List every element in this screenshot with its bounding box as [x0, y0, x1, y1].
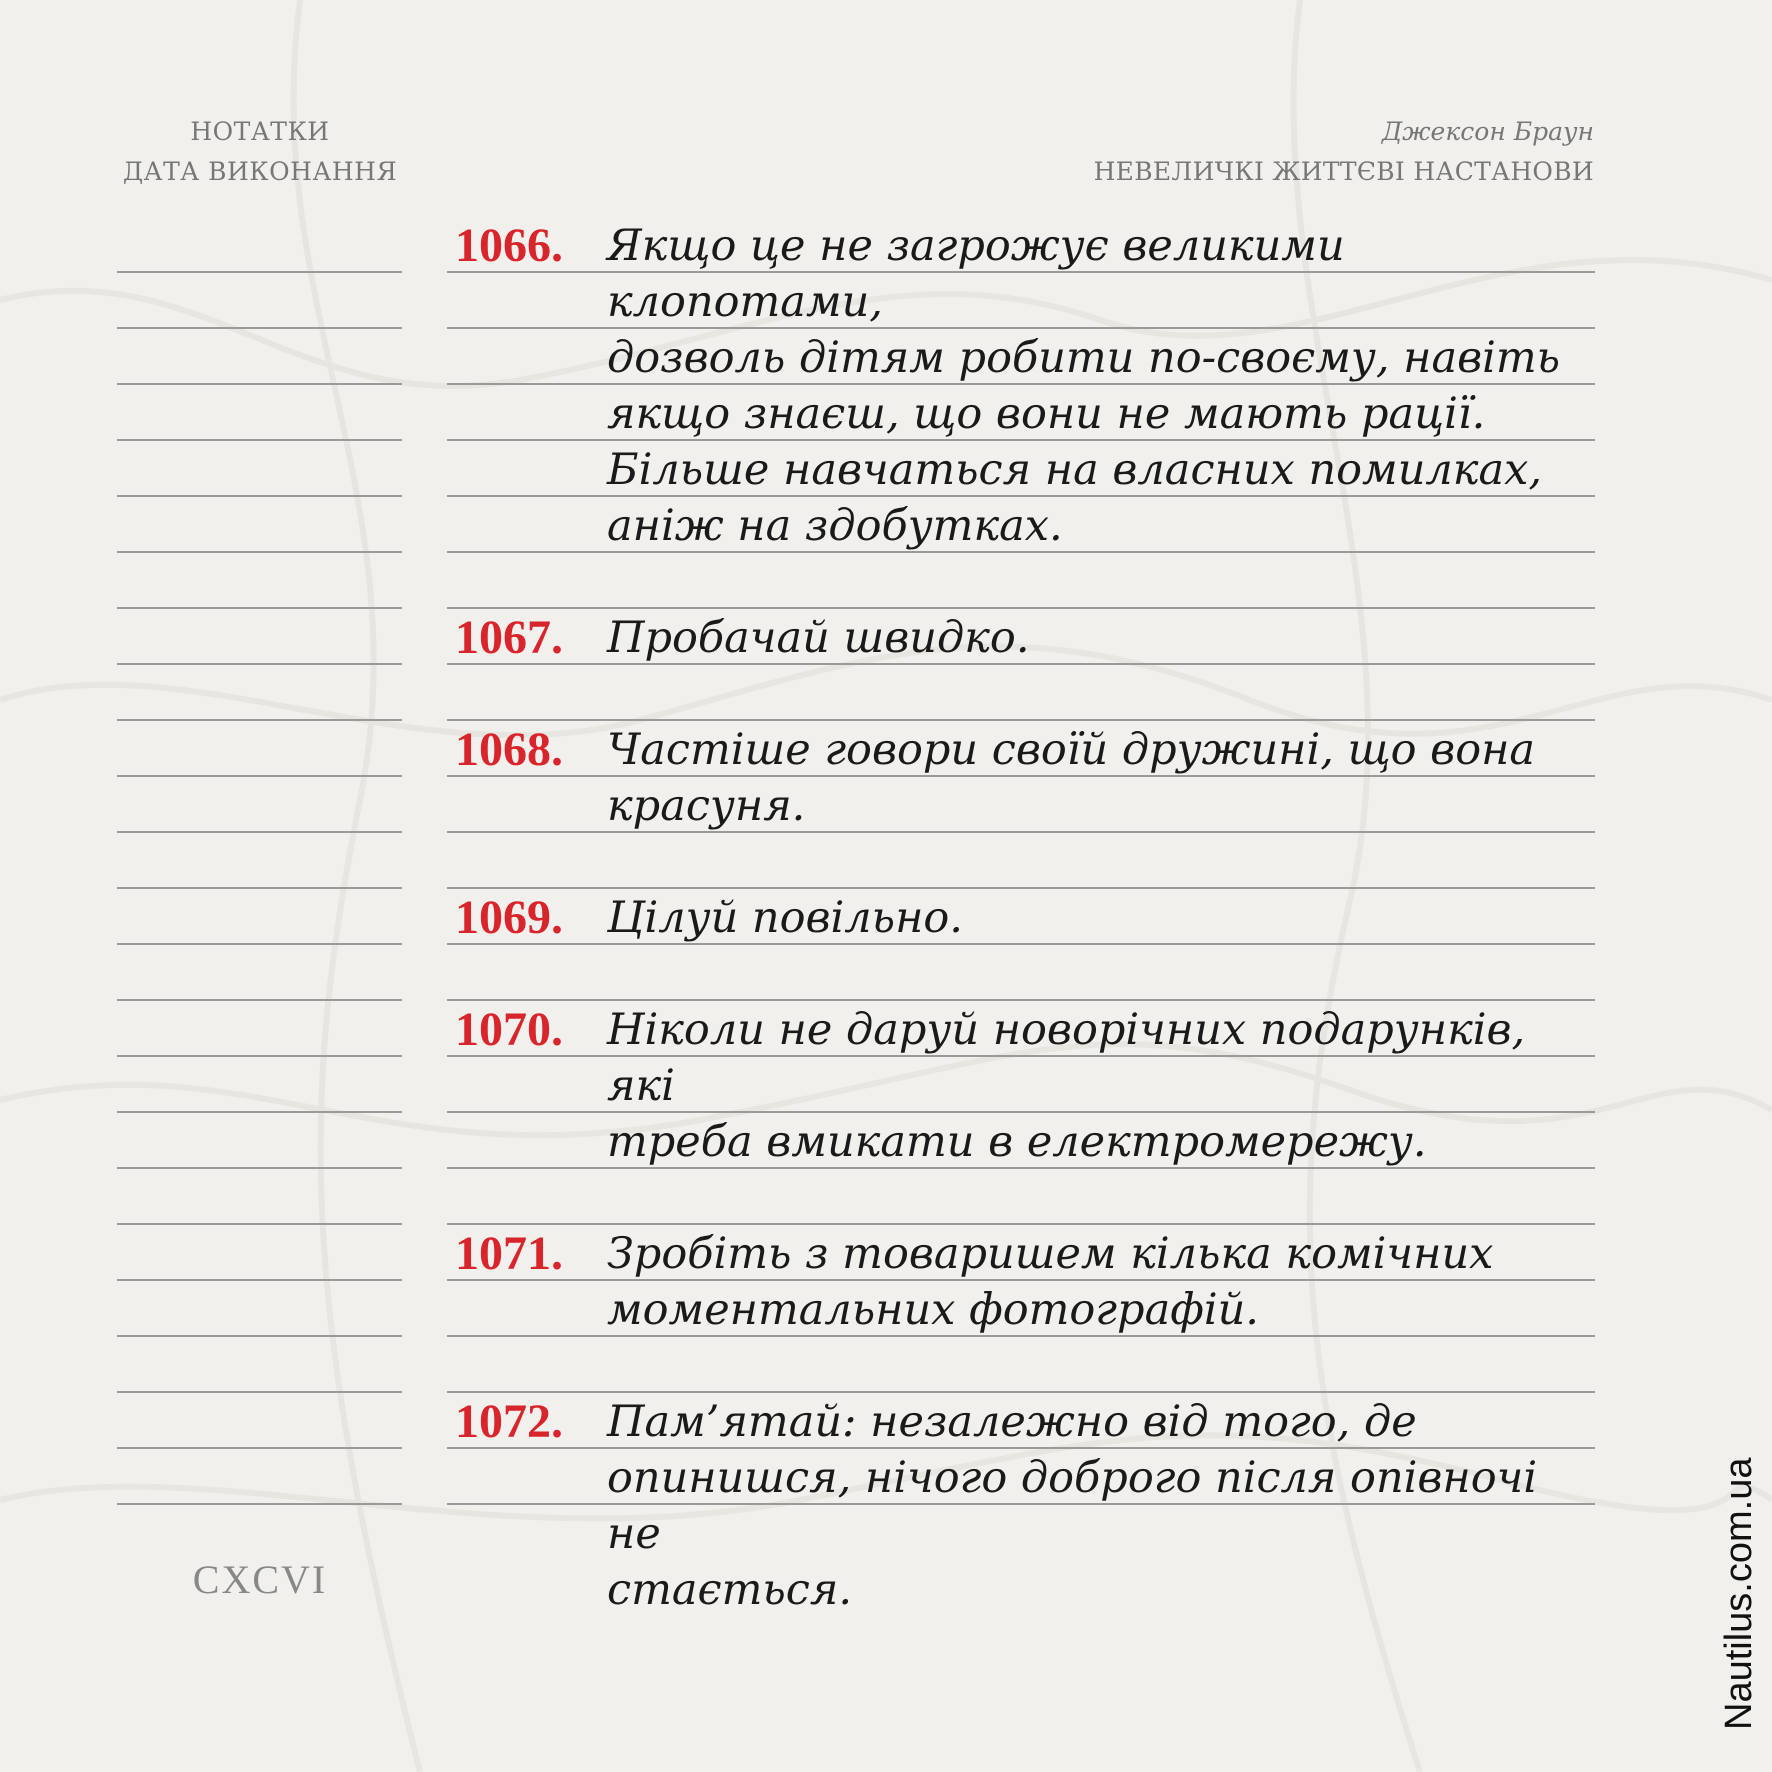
entry-text-line: якщо знаєш, що вони не мають рації. — [607, 389, 1486, 439]
header-right — [894, 112, 1594, 192]
notes-label: НОТАТКИ — [190, 117, 330, 146]
entry-number: 1067. — [455, 611, 563, 664]
entry-text-line: Пробачай швидко. — [607, 613, 1030, 663]
notes-rule-line — [117, 1391, 402, 1393]
book-title: НЕВЕЛИЧКІ ЖИТТЄВІ НАСТАНОВИ — [1093, 157, 1594, 186]
entry — [455, 722, 1595, 834]
notes-rule-line — [117, 327, 402, 329]
notes-rule-line — [117, 1279, 402, 1281]
entry-text-line: треба вмикати в електромережу. — [607, 1117, 1427, 1167]
notes-rule-line — [117, 663, 402, 665]
entry-text — [607, 218, 1595, 554]
entry-number: 1069. — [455, 891, 563, 944]
entry-text-line: красуня. — [607, 781, 806, 831]
entry-text-line: опинишся, нічого доброго після опівночі не — [607, 1453, 1538, 1559]
entry — [455, 610, 1595, 666]
notes-rule-line — [117, 1111, 402, 1113]
entry-text-line: дозволь дітям робити по-своєму, навіть — [607, 333, 1561, 383]
entry-text — [607, 890, 1595, 946]
entry-text-line: моментальних фотографій. — [607, 1285, 1259, 1335]
entry-number: 1071. — [455, 1227, 563, 1280]
completion-date-label: ДАТА ВИКОНАННЯ — [122, 157, 398, 186]
notes-rule-line — [117, 999, 402, 1001]
entry-text-line: Частіше говори своїй дружині, що вона — [607, 725, 1536, 775]
notes-rule-line — [117, 383, 402, 385]
entry-text-line: Більше навчаться на власних помилках, — [607, 445, 1542, 495]
entry-text-line: стається. — [607, 1565, 852, 1615]
notes-rule-line — [117, 439, 402, 441]
notes-rule-line — [117, 495, 402, 497]
publisher-url: Nautilus.com.ua — [1718, 1457, 1760, 1730]
entry-number: 1070. — [455, 1003, 563, 1056]
entry-text-line: Цілуй повільно. — [607, 893, 963, 943]
entry-text-line: Пам’ятай: незалежно від того, де — [607, 1397, 1417, 1447]
entry-number: 1068. — [455, 723, 563, 776]
notes-rule-line — [117, 1335, 402, 1337]
notes-rule-line — [117, 943, 402, 945]
entry-number: 1066. — [455, 219, 563, 272]
entry-number: 1072. — [455, 1395, 563, 1448]
entry-text-line: Якщо це не загрожує великими клопотами, — [607, 221, 1345, 327]
entry-text — [607, 1226, 1595, 1338]
entry-text — [607, 1394, 1595, 1618]
notes-rule-line — [117, 1167, 402, 1169]
entry-text — [607, 722, 1595, 834]
notes-rule-line — [117, 1447, 402, 1449]
notes-rule-line — [117, 887, 402, 889]
header-left — [120, 112, 400, 192]
entry-text-line: Ніколи не даруй новорічних подарунків, які — [607, 1005, 1526, 1111]
notes-rule-line — [117, 551, 402, 553]
notes-rule-line — [117, 831, 402, 833]
entries-list — [455, 218, 1595, 1674]
entry-text-line: Зробіть з товаришем кілька комічних — [607, 1229, 1494, 1279]
notes-rule-line — [117, 1503, 402, 1505]
entry-text-line: аніж на здобутках. — [607, 501, 1063, 551]
notes-rule-line — [117, 1055, 402, 1057]
entry — [455, 218, 1595, 554]
entry — [455, 1226, 1595, 1338]
notes-rule-line — [117, 775, 402, 777]
entry-text — [607, 610, 1595, 666]
entry — [455, 1002, 1595, 1170]
page-number: CXCVI — [192, 1557, 328, 1602]
notes-rule-line — [117, 719, 402, 721]
notes-rule-line — [117, 271, 402, 273]
entry — [455, 890, 1595, 946]
notes-rule-line — [117, 607, 402, 609]
book-author: Джексон Браун — [1381, 117, 1594, 146]
entry — [455, 1394, 1595, 1618]
entry-text — [607, 1002, 1595, 1170]
notes-rule-line — [117, 1223, 402, 1225]
